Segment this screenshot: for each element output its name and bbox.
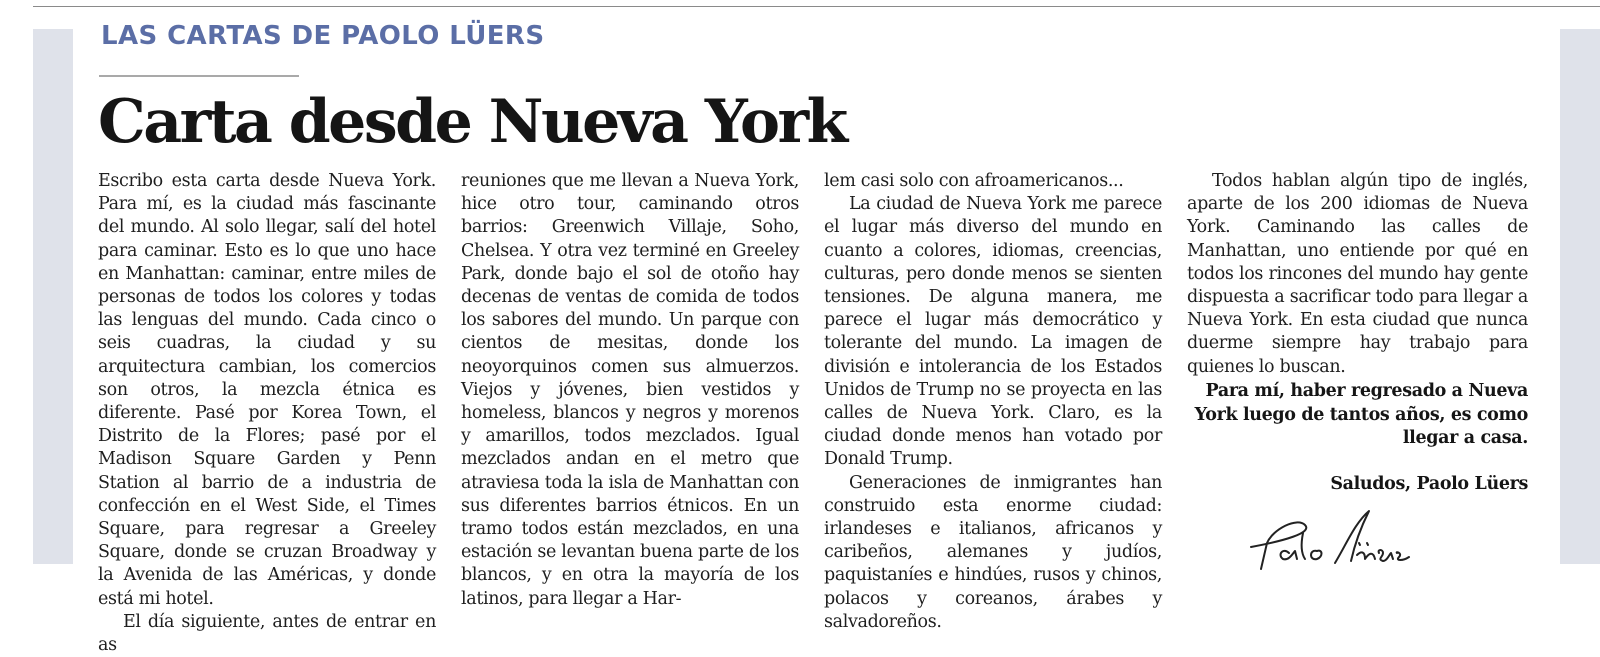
right-margin-bar xyxy=(1560,29,1600,564)
paragraph: Todos hablan algún tipo de inglés, aparte de los 200 idiomas de Nueva York. Caminando las calles de Manhattan, uno entiende por qué en todos los rincones del mundo hay gente dispuesta a sacrificar todo para llegar a Nueva York. En esta ciudad que nunca duerme siempre hay trabajo para quienes lo buscan. xyxy=(1187,171,1528,377)
article-column-4 xyxy=(1187,170,1528,379)
section-divider xyxy=(99,75,299,77)
paragraph: reuniones que me llevan a Nueva York, hice otro tour, caminando otros barrios: Greenwich Villaje, Soho, Chelsea. Y otra vez terminé en Greeley Park, donde bajo el sol de otoño hay decenas de ventas de comida de todos los sabores del mundo. Un parque con cientos de mesitas, donde los neoyorquinos comen sus almuerzos. Viejos y jóvenes, bien vestidos y homeless, blancos y negros y morenos y amarillos, todos mezclados. Igual mezclados andan en el metro que atraviesa toda la isla de Manhattan con sus diferentes barrios étnicos. En un tramo todos están mezclados, en una estación se levantan buena parte de los blancos, y en otra la mayoría de los latinos, para llegar a Har- xyxy=(461,171,799,609)
top-rule xyxy=(33,6,1600,7)
article-column-3 xyxy=(824,170,1162,634)
headline: Carta desde Nueva York xyxy=(98,87,846,157)
closing-greeting: Saludos, Paolo Lüers xyxy=(1330,474,1528,494)
pull-quote: Para mí, haber regresado a Nueva York luego de tantos años, es como llegar a casa. xyxy=(1194,381,1528,448)
paragraph: lem casi solo con afroamericanos... xyxy=(824,171,1124,191)
article-column-2 xyxy=(461,170,799,611)
paragraph: Generaciones de inmigrantes han construido esta enorme ciudad: irlandeses e italianos, africanos y caribeños, alemanes y judíos, paquistaníes e hindúes, rusos y chinos, polacos y coreanos, árabes y salvadoreños. xyxy=(824,472,1162,632)
left-margin-bar xyxy=(33,29,73,564)
signature-image xyxy=(1243,503,1433,583)
paragraph: El día siguiente, antes de entrar en as xyxy=(98,611,436,656)
paragraph: La ciudad de Nueva York me parece el lugar más diverso del mundo en cuanto a colores, idiomas, creencias, culturas, pero donde menos se sienten tensiones. De alguna manera, me parece el lugar más democrático y tolerante del mundo. La imagen de división e intolerancia de los Estados Unidos de Trump no se proyecta en las calles de Nueva York. Claro, es la ciudad donde menos han votado por Donald Trump. xyxy=(824,194,1162,470)
section-label: LAS CARTAS DE PAOLO LÜERS xyxy=(101,21,545,51)
article-column-1 xyxy=(98,170,436,657)
paragraph: Escribo esta carta desde Nueva York. Para mí, es la ciudad más fascinante del mundo. Al solo llegar, salí del hotel para caminar. Esto es lo que uno hace en Manhattan: caminar, entre miles de personas de todos los colores y todas las lenguas del mundo. Cada cinco o seis cuadras, la ciudad y su arquitectura cambian, los comercios son otros, la mezcla étnica es diferente. Pasé por Korea Town, el Distrito de la Flores; pasé por el Madison Square Garden y Penn Station al barrio de a industria de confección en el West Side, el Times Square, para regresar a Greeley Square, donde se cruzan Broadway y la Avenida de las Américas, y donde está mi hotel. xyxy=(98,171,436,609)
